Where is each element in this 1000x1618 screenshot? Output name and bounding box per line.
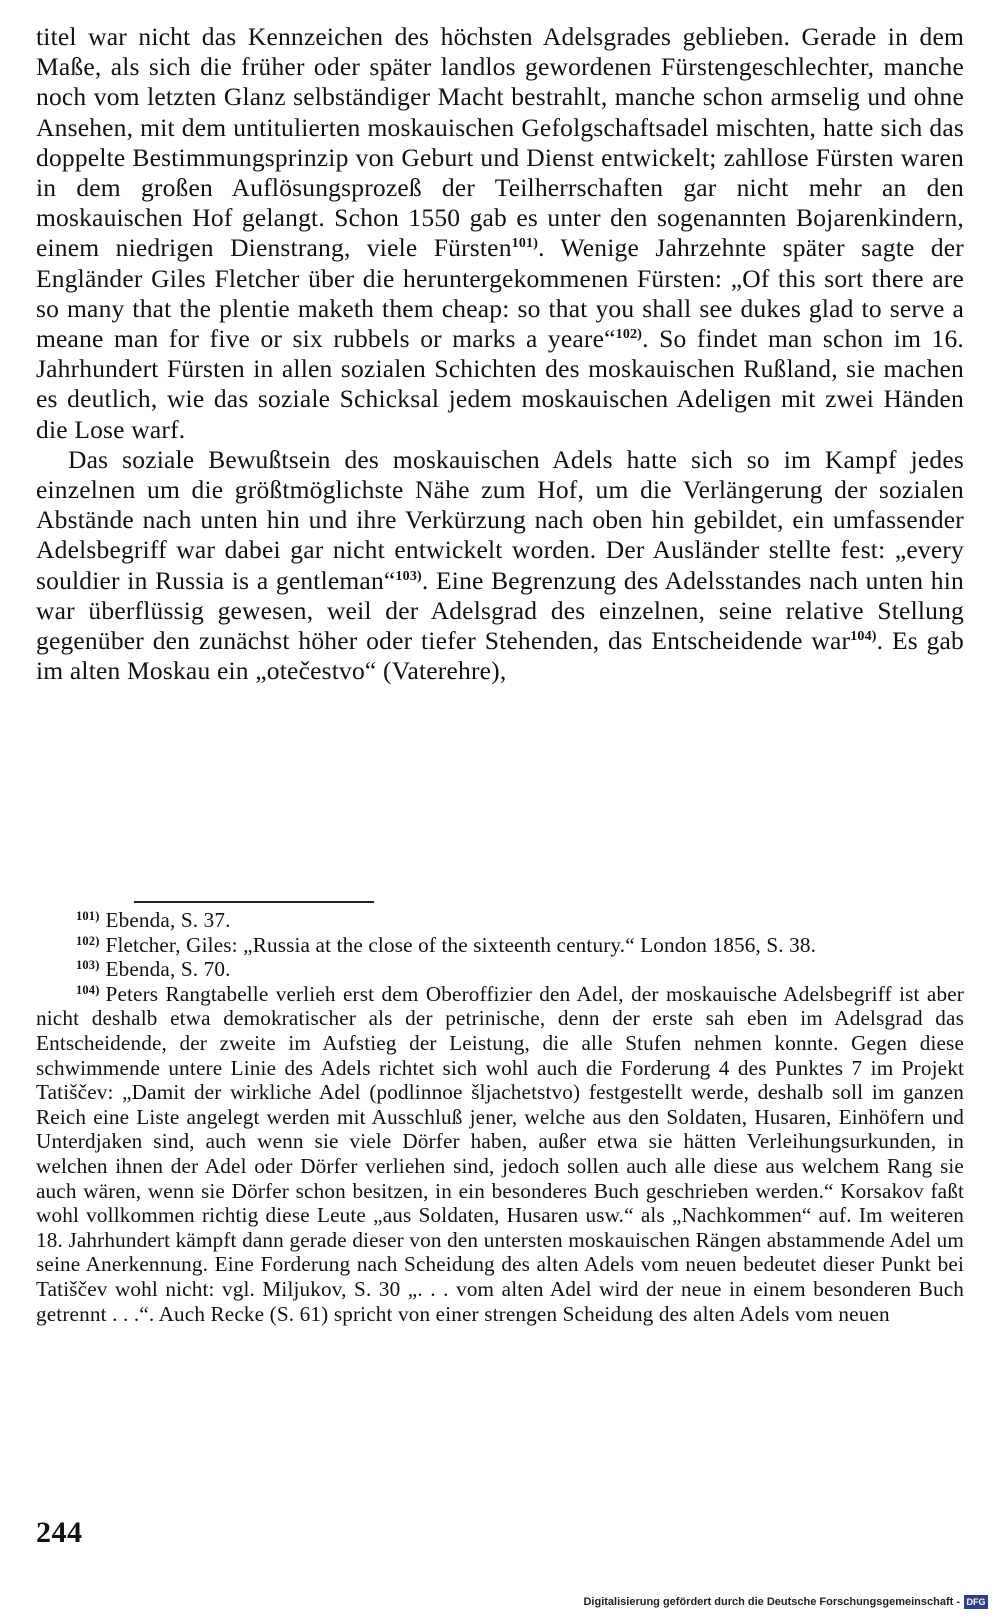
footnote-text: Fletcher, Giles: „Russia at the close of the sixteenth century.“ London 1856, S. 38. (105, 932, 817, 957)
footnote-marker: 101) (76, 909, 100, 923)
footnote-ref-101: 101) (511, 236, 539, 252)
footnote-102 (36, 933, 964, 958)
footnote-ref-104: 104) (850, 629, 877, 645)
footnote-104 (36, 982, 964, 1326)
paragraph-1-part-b: . Wenige Jahrzehnte später sagte der Engländer Giles Fletcher über die heruntergekommenen Fürsten: „Of this sort there are so many that the plentie maketh them cheap: so that you shall see dukes glad to serve a meane man for five or six rubbels or marks a yeare“ (36, 233, 964, 354)
footnote-marker: 103) (76, 958, 100, 973)
paragraph-1 (36, 22, 964, 445)
footnote-ref-103: 103) (395, 568, 422, 584)
paragraph-1-part-a: titel war nicht das Kennzeichen des höchsten Adelsgrades geblieben. Gerade in dem Maße, als sich die früher oder später landlos gewordenen Fürstengeschlechter, manche noch vom letzten Glanz selbständiger Macht bestrahlt, manche schon armselig und ohne Ansehen, mit dem untitulierten moskauischen Gefolgschaftsadel mischten, hatte sich das doppelte Bestimmungsprinzip von Geburt und Dienst entwickelt; zahllose Fürsten waren in dem großen Auflösungsprozeß der Teilherrschaften gar nicht mehr an den moskauischen Hof gelangt. Schon 1550 gab es unter den sogenannten Bojarenkindern, einem niedrigen Dienstrang, viele Fürsten (36, 22, 964, 263)
paragraph-2-part-a: Das soziale Bewußtsein des moskauischen Adels hatte sich so im Kampf jedes einzelnen um die größtmöglichste Nähe zum Hof, um die Verlängerung der sozialen Abstände nach unten hin und ihre Verkürzung nach oben hin gebildet, ein umfassender Adelsbegriff war dabei gar nicht entwickelt worden. Der Ausländer stellte fest: „every souldier in Russia is a gentleman“ (36, 444, 964, 595)
footnote-separator (134, 901, 374, 903)
footnote-text: Peters Rangtabelle verlieh erst dem Oberoffizier den Adel, der moskauische Adelsbegriff ist aber nicht deshalb etwa demokratischer als der petrinische, denn der erste sah eben im Adelsgrad das Entscheidende, der zweite im Aufstieg der Leistung, die alle Stufen nehmen konnte. Gegen diese schwimmende untere Linie des Adels richtet sich wohl auch die Forderung 4 des Punktes 7 im Projekt Tatiščev: „Damit der wirkliche Adel (podlinnoe šljachetstvo) festgestellt werde, deshalb soll im ganzen Reich eine Liste angelegt werden mit Ausschluß jener, welche aus den Soldaten, Husaren, Einhöfern und Unterdjaken sind, auch wenn sie viele Dörfer haben, außer etwa sie hätten Verleihungsurkunden, in welchen ihnen der Adel oder Dörfer verliehen sind, jedoch sollen auch alle diese aus welchem Rang sie auch wären, wenn sie Dörfer schon besitzen, in ein besonderes Buch geschrieben werden.“ Korsakov faßt wohl vollkommen richtig diese Leute „aus Soldaten, Husaren usw.“ als „Nachkommen“ auf. Im weiteren 18. Jahrhundert kämpft dann gerade dieser von den untersten moskauischen Rängen abstammende Adel um seine Anerkennung. Eine Forderung nach Scheidung des alten Adels vom neuen bedeutet dieser Punkt bei Tatiščev wohl nicht: vgl. Miljukov, S. 30 „. . . vom alten Adel wird der neue in einem besonderen Buch getrennt . . .“. Auch Recke (S. 61) spricht von einer strengen Scheidung des alten Adels vom neuen (36, 981, 964, 1326)
footnote-103 (36, 957, 964, 982)
digitization-credit: Digitalisierung gefördert durch die Deutsche Forschungsgemeinschaft - (583, 1596, 960, 1608)
paragraph-2 (36, 445, 964, 687)
paragraph-2-part-b: . Eine Begrenzung des Adelsstandes nach unten hin war überflüssig gewesen, weil der Adelsgrad des einzelnen, seine relative Stellung gegenüber den zunächst höher oder tiefer Stehenden, das Entscheidende war (36, 565, 964, 656)
footnote-marker: 102) (76, 933, 100, 948)
footnote-text: Ebenda, S. 70. (105, 957, 231, 982)
footnotes (36, 908, 964, 1326)
footnote-101 (36, 908, 964, 933)
footnote-ref-102: 102) (615, 327, 643, 343)
footnote-marker: 104) (76, 982, 100, 997)
paragraph-2-part-c: . Es gab im alten Moskau ein „otečestvo“ (Vaterehre), (36, 626, 964, 686)
dfg-logo-icon: DFG (964, 1595, 988, 1609)
paragraph-1-part-c: . So findet man schon im 16. Jahrhundert Fürsten in allen sozialen Schichten des moskauischen Rußland, sie machen es deutlich, wie das soziale Schicksal jedem moskauischen Adeligen mit zwei Händen die Lose warf. (36, 324, 965, 444)
page-number: 244 (36, 1516, 83, 1549)
main-text (36, 22, 964, 686)
footnote-text: Ebenda, S. 37. (105, 908, 231, 932)
